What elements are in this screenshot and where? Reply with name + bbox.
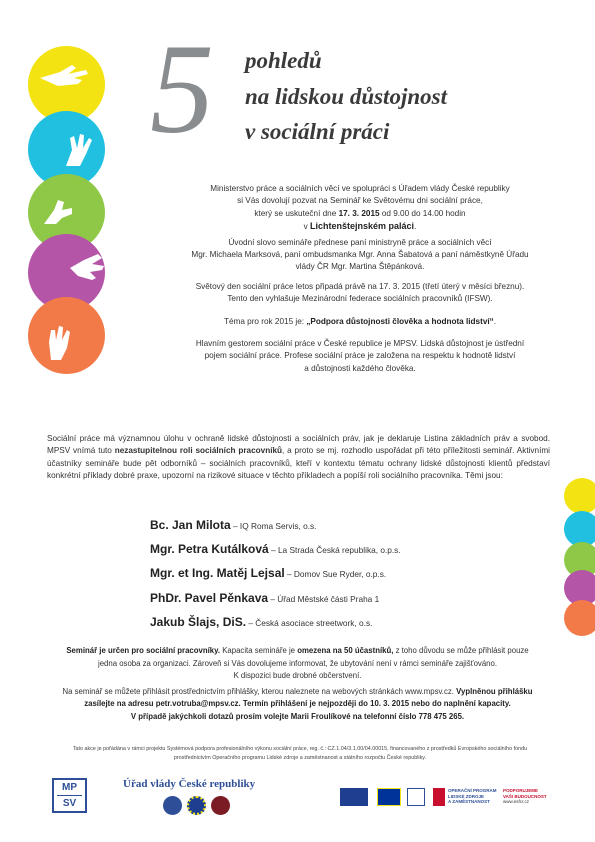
speaker-item <box>150 566 386 580</box>
info-line: Na seminář se můžete přihlásit prostřednictvím přihlášky, kterou naleznete na webových stránkách www.mpsv.cz. Vyplněnou přihlášku <box>62 686 533 696</box>
speaker-org: – Domov Sue Ryder, o.p.s. <box>284 569 387 579</box>
info-line: K dispozici bude drobné občerstvení. <box>233 671 362 680</box>
info-line: V případě jakýchkoli dotazů prosím volejte Marii Froulíkové na telefonní číslo 778 475 265. <box>130 711 465 721</box>
hand-icon <box>45 322 75 362</box>
hand-icon <box>70 250 105 285</box>
speaker-item <box>150 518 316 532</box>
footnote: Tato akce je pořádána v rámci projektu Systémová podpora profesionálního výkonu sociální práce, reg. č.: CZ.1.04/3.1.00/04.00015, financovaného z prostředků Evropského sociálního fondu prostřednictvím Operačního programu Lidské zdroje a zaměstnanost a státního rozpočtu České republiky. <box>72 746 528 761</box>
mpsv-logo: MP SV <box>52 778 87 813</box>
seal-icon <box>211 796 230 815</box>
speaker-item <box>150 542 401 556</box>
invite-line: vlády ČR Mgr. Martina Štěpánková. <box>295 262 425 272</box>
speaker-name: Bc. Jan Milota <box>150 518 231 532</box>
mpsv-small-logo <box>407 788 425 806</box>
invite-line: Ministerstvo práce a sociálních věcí ve spolupráci s Úřadem vlády České republiky <box>210 184 510 193</box>
op-lzz-logo-text: OPERAČNÍ PROGRAM LIDSKÉ ZDROJE A ZAMĚSTNANOST <box>448 788 497 805</box>
speaker-name: Mgr. et Ing. Matěj Lejsal <box>150 566 285 580</box>
info-line: Seminář je určen pro sociální pracovníky. Kapacita semináře je omezena na 50 účastníků, z toho důvodu se může přihlásit pouze <box>66 646 529 655</box>
decor-circle-yellow-right <box>564 478 595 514</box>
invite-line: si Vás dovolují pozvat na Seminář ke Světovému dni sociální práce, <box>237 196 483 206</box>
title-number: 5 <box>150 18 214 160</box>
info-block <box>30 645 565 723</box>
decor-circle-orange-right <box>564 600 595 636</box>
hand-icon <box>42 196 77 226</box>
theme-title: „Podpora důstojnosti člověka a hodnota lidství“ <box>306 316 494 326</box>
speaker-name: Mgr. Petra Kutálková <box>150 542 269 556</box>
speaker-org: – La Strada Česká republika, o.p.s. <box>268 545 401 555</box>
op-lzz-logo-mark <box>433 788 445 806</box>
urad-vlady-logo-text: Úřad vlády České republiky <box>123 778 256 790</box>
speaker-item <box>150 615 372 629</box>
hand-icon <box>38 60 93 90</box>
speaker-item <box>150 591 379 605</box>
invite-line: Mgr. Michaela Marksová, paní ombudsmanka Mgr. Anna Šabatová a paní náměstkyně Úřadu <box>191 250 529 260</box>
event-date: 17. 3. 2015 <box>338 208 380 218</box>
event-venue: Lichtenštejnském paláci <box>310 221 415 232</box>
invite-line: a důstojnosti každého člověka. <box>304 363 416 373</box>
speaker-org: – IQ Roma Servis, o.s. <box>230 521 317 531</box>
theme-line: Téma pro rok 2015 je: „Podpora důstojnosti člověka a hodnota lidství“. <box>223 316 497 326</box>
invite-line: Tento den vyhlašuje Mezinárodní federace sociálních pracovníků (IFSW). <box>227 294 493 304</box>
info-line: jedna osoba za organizaci. Zároveň si Vás dovolujeme informovat, že ubytování není v rámci semináře zajišťováno. <box>97 658 498 668</box>
invite-line: Světový den sociální práce letos připadá právě na 17. 3. 2015 (třetí úterý v měsíci březnu). <box>195 281 525 291</box>
title-line-1: pohledů <box>245 48 322 73</box>
speaker-name: PhDr. Pavel Pěnkava <box>150 591 269 605</box>
eu-stars-icon <box>187 796 206 815</box>
invite-line: Hlavním gestorem sociální práce v České republice je MPSV. Lidská důstojnost je ústřední <box>195 339 525 349</box>
speaker-org: – Česká asociace streetwork, o.s. <box>246 618 373 628</box>
title-line-3: v sociální práci <box>245 119 390 144</box>
speaker-org: – Úřad Městské části Praha 1 <box>268 594 380 604</box>
speaker-name: Jakub Šlajs, DiS. <box>150 615 247 629</box>
hand-icon <box>62 130 97 170</box>
invite-line: pojem sociální práce. Profese sociální práce je založena na respektu k hodnotě lidství <box>204 351 516 361</box>
invite-line: Úvodní slovo semináře přednese paní ministryně práce a sociálních věcí <box>228 237 492 247</box>
esf-slogan: PODPORUJEME VAŠI BUDOUCNOST www.esfcr.cz <box>503 788 547 805</box>
body-paragraph: Sociální práce má významnou úlohu v ochraně lidské důstojnosti a sociálních práv, jak je deklaruje Listina základních práv a svobod. MPSV vnímá tuto nezastupitelnou roli sociálních pracovníků, a proto se mj. rozhodlo uspořádat při této příležitosti seminář. Aktivními účastníky semináře bude pět odborníků – sociálních pracovníků, kteří v kontextu tématu ochrany lidské důstojnosti klientů představí konkrétní příklady dobré praxe, upozorní na rizikové situace v těchto příkladech a popíší roli sociálního pracovníka. Těmi jsou: <box>47 434 550 480</box>
esf-logo <box>340 788 368 806</box>
invite-date-line: který se uskuteční dne 17. 3. 2015 od 9.00 do 14.00 hodin <box>254 208 466 218</box>
eu-flag-icon <box>377 788 401 806</box>
title-line-2: na lidskou důstojnost <box>245 84 447 109</box>
state-emblem-icon <box>163 796 182 815</box>
invite-venue-line: v Lichtenštejnském paláci. <box>303 221 417 232</box>
info-line: zasílejte na adresu petr.votruba@mpsv.cz. Termín přihlášení je nejpozději do 10. 3. 2015 nebo do naplnění kapacity. <box>84 699 511 708</box>
invitation-block <box>140 183 580 375</box>
